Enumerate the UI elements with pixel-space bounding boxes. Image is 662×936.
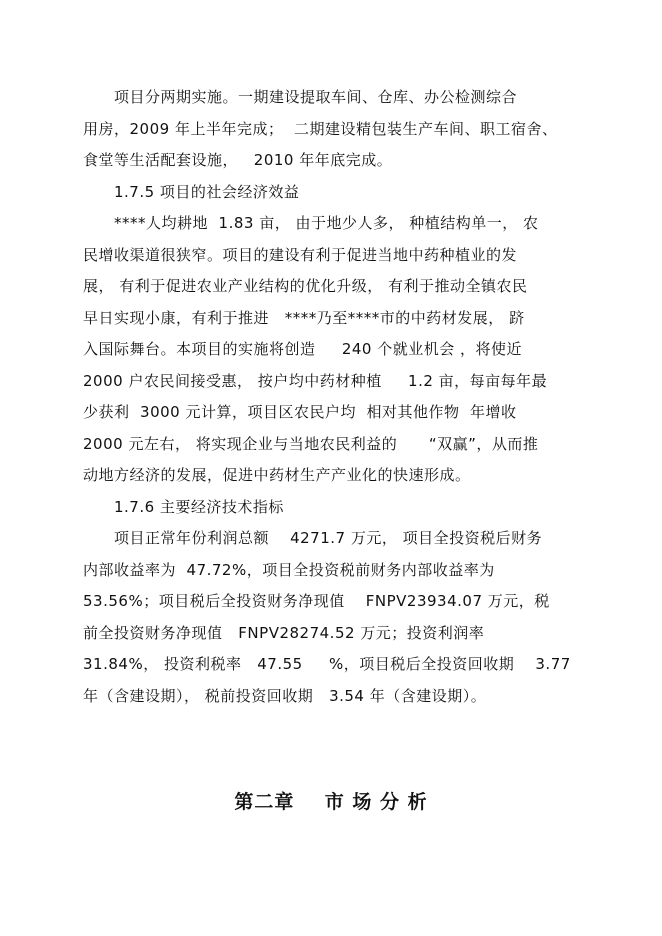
paragraph-line: 项目分两期实施。一期建设提取车间、仓库、办公检测综合 xyxy=(114,88,518,106)
paragraph-line: 前全投资财务净现值 FNPV28274.52 万元；投资利润率 xyxy=(83,624,485,642)
paragraph-line: 用房，2009 年上半年完成； 二期建设精包装生产车间、职工宿舍、 xyxy=(83,120,558,138)
chapter-heading: 第二章 市 场 分 析 xyxy=(234,791,428,813)
paragraph-line: ****人均耕地 1.83 亩， 由于地少人多， 种植结构单一， 农 xyxy=(114,214,539,232)
paragraph-line: 少获利 3000 元计算，项目区农民户均 相对其他作物 年增收 xyxy=(83,403,517,421)
paragraph-line: 31.84%， 投资利税率 47.55 %，项目税后全投资回收期 3.77 xyxy=(83,655,571,673)
paragraph-line: 2000 户农民间接受惠， 按户均中药材种植 1.2 亩，每亩每年最 xyxy=(83,372,548,390)
paragraph-line: 内部收益率为 47.72%，项目全投资税前财务内部收益率为 xyxy=(83,561,495,579)
paragraph-line: 53.56%；项目税后全投资财务净现值 FNPV23934.07 万元，税 xyxy=(83,592,550,610)
paragraph-line: 动地方经济的发展，促进中药材生产产业化的快速形成。 xyxy=(83,466,471,484)
paragraph-line: 项目正常年份利润总额 4271.7 万元， 项目全投资税后财务 xyxy=(114,529,543,547)
paragraph-line: 食堂等生活配套设施， 2010 年年底完成。 xyxy=(83,151,393,169)
section-heading: 1.7.5 项目的社会经济效益 xyxy=(114,183,300,201)
paragraph-line: 年（含建设期）， 税前投资回收期 3.54 年（含建设期）。 xyxy=(83,687,487,705)
section-heading: 1.7.6 主要经济技术指标 xyxy=(114,498,284,516)
paragraph-line: 展， 有利于促进农业产业结构的优化升级， 有利于推动全镇农民 xyxy=(83,277,528,295)
paragraph-line: 民增收渠道很狭窄。项目的建设有利于促进当地中药种植业的发 xyxy=(83,246,518,264)
paragraph-line: 2000 元左右， 将实现企业与当地农民利益的 “双赢”，从而推 xyxy=(83,435,539,453)
paragraph-line: 入国际舞台。本项目的实施将创造 240 个就业机会 ，将使近 xyxy=(83,340,523,358)
paragraph-line: 早日实现小康，有利于推进 ****乃至****市的中药材发展， 跻 xyxy=(83,309,525,327)
